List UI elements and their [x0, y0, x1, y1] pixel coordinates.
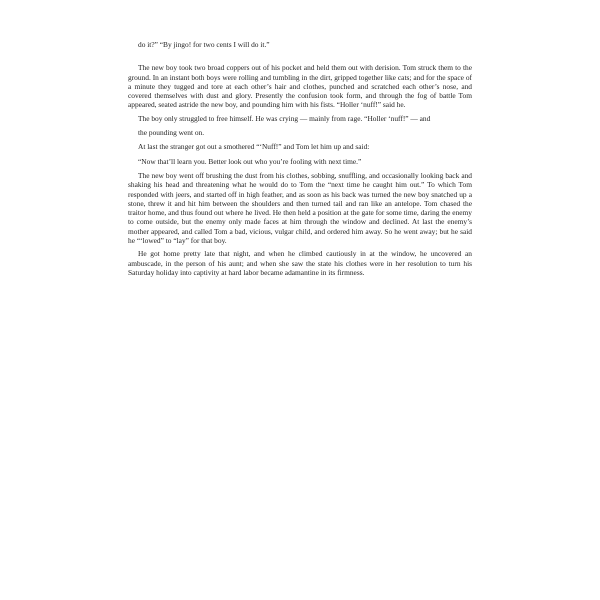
paragraph-struggle: The boy only struggled to free himself. He was crying — mainly from rage. “Holler ‘nuff!” — and [138, 113, 431, 123]
paragraph-fight: The new boy took two broad coppers out of his pocket and held them out with derision. Tom struck them to the ground. In an instant both boys were rolling and tumbling in the dirt, gripped together like cats; and for the space of a minute they tugged and tore at each other’s hair and clothes, punched and scratched each other’s nose, and covered themselves with dust and glory. Presently the confusion took form, and through the fog of battle Tom appeared, seated astride the new boy, and pounding him with his fists. “Holler ‘nuff!” said he. [128, 63, 472, 110]
paragraph-home-late: He got home pretty late that night, and when he climbed cautiously in at the window, he uncovered an ambuscade, in the person of his aunt; and when she saw the state his clothes were in her resolution to turn his Saturday holiday into captivity at hard labor became adamantine in its firmness. [128, 249, 472, 277]
opening-line: do it?” “By jingo! for two cents I will do it.” [138, 40, 270, 49]
paragraph-learn-you: “Now that’ll learn you. Better look out who you’re fooling with next time.” [138, 156, 362, 166]
text-block [128, 40, 472, 281]
paragraph-pounding: the pounding went on. [138, 128, 205, 138]
paragraph-went-off: The new boy went off brushing the dust from his clothes, sobbing, snuffling, and occasionally looking back and shaking his head and threatening what he would do to Tom the “next time he caught him out.” To which Tom responded with jeers, and started off in high feather, and as soon as his back was turned the new boy snatched up a stone, threw it and hit him between the shoulders and then turned tail and ran like an antelope. Tom chased the traitor home, and thus found out where he lived. He then held a position at the gate for some time, daring the enemy to come outside, but the enemy only made faces at him through the window and declined. At last the enemy’s mother appeared, and called Tom a bad, vicious, vulgar child, and ordered him away. So he went away; but he said he “‘lowed” to “lay” for that boy. [128, 170, 472, 246]
paragraph-nuff: At last the stranger got out a smothered “‘Nuff!” and Tom let him up and said: [138, 142, 370, 152]
